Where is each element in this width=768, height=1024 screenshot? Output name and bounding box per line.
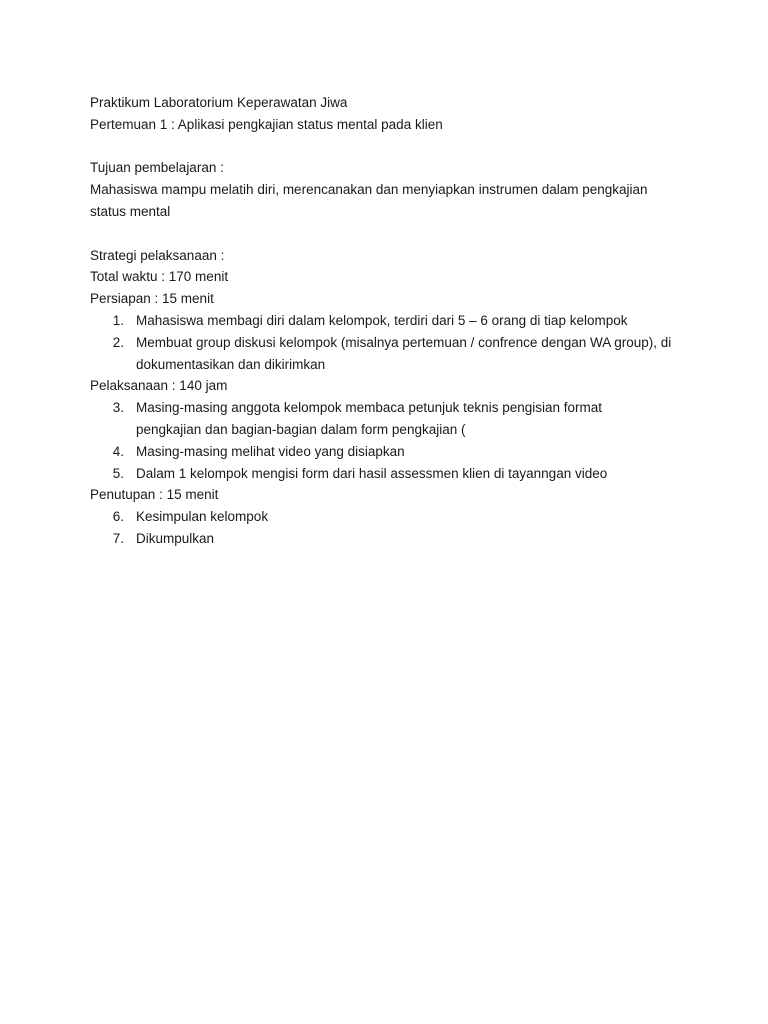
list-item (90, 397, 636, 441)
document-subtitle: Pertemuan 1 : Aplikasi pengkajian status mental pada klien (90, 116, 443, 132)
spacer (90, 136, 690, 158)
section-heading-penutupan: Penutupan : 15 menit (90, 487, 219, 503)
objective-text: Mahasiswa mampu melatih diri, merencanakan dan menyiapkan instrumen dalam pengkajian status mental (90, 182, 648, 219)
list-item (90, 332, 676, 376)
list-item-number: 6. (112, 509, 124, 525)
list-item-number: 2. (112, 334, 124, 350)
list-item-text: Dikumpulkan (136, 530, 215, 546)
list-item-number: 5. (112, 465, 124, 481)
list-item (90, 506, 690, 528)
list-item (90, 441, 690, 463)
section-heading-persiapan: Persiapan : 15 menit (90, 291, 214, 307)
spacer (90, 223, 690, 245)
list-item (90, 310, 690, 332)
strategy-heading: Strategi pelaksanaan : (90, 247, 225, 263)
list-item-number: 1. (112, 312, 124, 328)
document-title: Praktikum Laboratorium Keperawatan Jiwa (90, 95, 348, 110)
list-item-text: Masing-masing anggota kelompok membaca petunjuk teknis pengisian format pengkajian dan bagian-bagian dalam form pengkajian ( (136, 400, 603, 437)
list-item-text: Masing-masing melihat video yang disiapkan (136, 443, 405, 459)
section-heading-pelaksanaan: Pelaksanaan : 140 jam (90, 378, 228, 394)
list-item-number: 3. (112, 400, 124, 416)
list-item-text: Membuat group diskusi kelompok (misalnya pertemuan / confrence dengan WA group), di dokumentasikan dan dikirimkan (136, 334, 672, 372)
list-pelaksanaan (90, 397, 690, 484)
list-item-number: 4. (112, 443, 124, 459)
list-item-text: Kesimpulan kelompok (136, 509, 269, 525)
objective-heading: Tujuan pembelajaran : (90, 160, 224, 176)
list-item (90, 463, 690, 485)
list-item-text: Dalam 1 kelompok mengisi form dari hasil assessmen klien di tayanngan video (136, 465, 608, 481)
document-body (90, 92, 690, 550)
list-persiapan (90, 310, 690, 375)
list-item (90, 528, 690, 550)
list-item-number: 7. (112, 530, 124, 546)
total-time: Total waktu : 170 menit (90, 269, 229, 285)
list-item-text: Mahasiswa membagi diri dalam kelompok, terdiri dari 5 – 6 orang di tiap kelompok (136, 312, 628, 328)
list-penutupan (90, 506, 690, 550)
